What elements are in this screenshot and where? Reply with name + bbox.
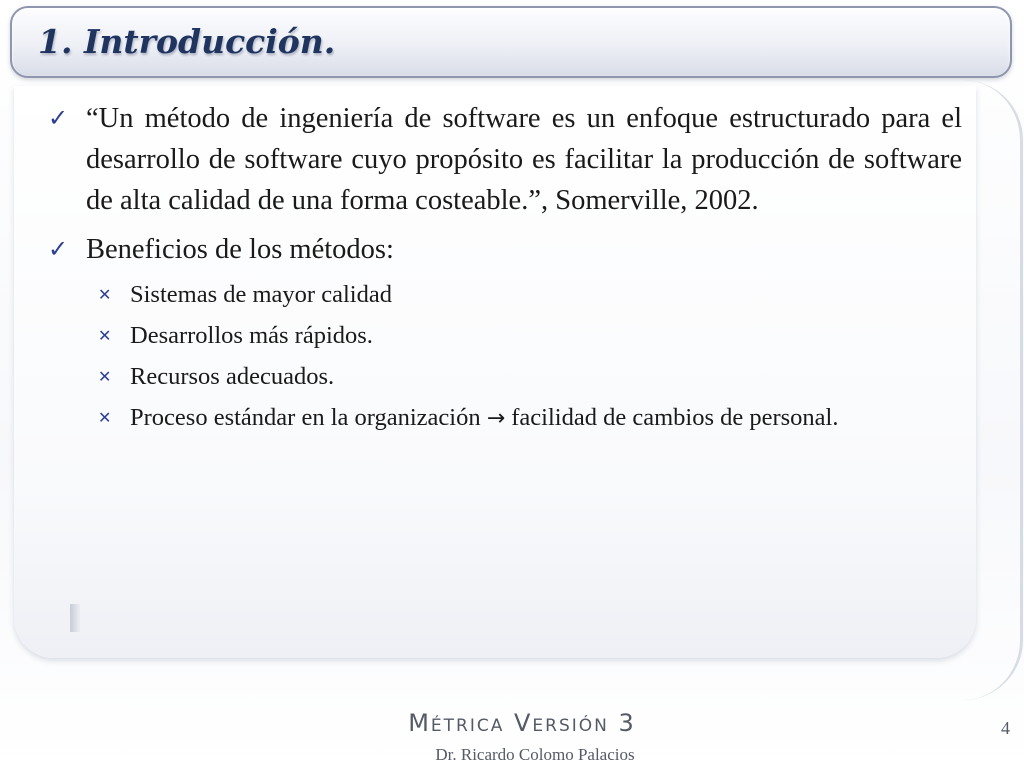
- cross-icon: ✕: [98, 285, 112, 304]
- bullet-text: Beneficios de los métodos:: [86, 234, 394, 265]
- checkmark-icon: ✓: [48, 104, 69, 132]
- cross-icon: ✕: [98, 367, 112, 386]
- list-item-text-after: facilidad de cambios de personal.: [511, 404, 839, 431]
- panel-accent: [70, 604, 80, 632]
- cross-icon: ✕: [98, 326, 112, 345]
- list-item-text: Sistemas de mayor calidad: [130, 281, 392, 308]
- cross-icon: ✕: [98, 408, 112, 427]
- checkmark-icon: ✓: [48, 235, 69, 263]
- footer-brand: Métrica Versión 3: [408, 709, 636, 737]
- footer-author: Dr. Ricardo Colomo Palacios: [435, 745, 635, 764]
- list-item-text: Recursos adecuados.: [130, 363, 335, 390]
- benefits-list: [98, 278, 962, 435]
- list-item-text-before: Proceso estándar en la organización: [130, 404, 481, 431]
- bullet-text: “Un método de ingeniería de software es un enfoque estructurado para el desarrollo de software cuyo propósito es facilitar la producción de software de alta calidad de una forma costeable.”, Somerville, 2002.: [86, 103, 962, 216]
- list-item: [98, 401, 962, 435]
- list-item: [98, 319, 962, 352]
- list-item: [98, 360, 962, 393]
- bullet-benefits: [48, 229, 962, 270]
- slide-title: 1. Introducción.: [38, 22, 336, 61]
- list-item-text: Desarrollos más rápidos.: [130, 322, 373, 349]
- list-item: [98, 278, 962, 311]
- bullet-quote: [48, 98, 962, 221]
- title-bar: [10, 6, 1012, 78]
- list-item-text: [130, 401, 962, 435]
- decorative-curve: [960, 80, 1023, 700]
- right-arrow-icon: →: [486, 406, 506, 431]
- slide-content: [48, 98, 962, 443]
- page-number: 4: [1001, 718, 1010, 738]
